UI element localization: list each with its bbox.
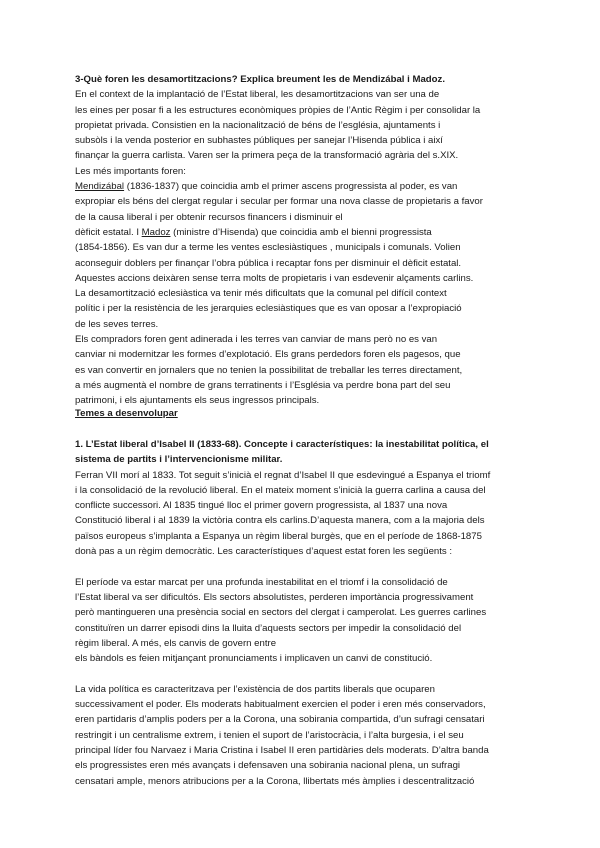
topics-heading: Temes a desenvolupar: [75, 408, 178, 419]
topics-heading-block: [75, 406, 525, 421]
deficit-prefix: dèficit estatal. I: [75, 226, 142, 238]
body-line: subsòls i la venda posterior en subhastes públiques per sanejar l’Hisenda pública i així: [75, 135, 443, 147]
body-line: aconseguir doblers per finançar l’obra pública i recaptar fons per disminuir el dèficit estatal.: [75, 257, 462, 269]
section-title: sistema de partits i l’intervencionisme militar.: [75, 454, 283, 466]
body-line: Aquestes accions deixàren sense terra molts de propietaris i van esdevenir alçaments carlins.: [75, 272, 474, 284]
body-line: principal líder fou Narvaez i Maria Cristina i Isabel II eren partidàries dels moderats. D’altra banda: [75, 744, 489, 756]
body-line: es van convertir en jornalers que no tenien la possibilitat de treballar les terres directament,: [75, 364, 463, 376]
body-line: Els compradors foren gent adinerada i les terres van canviar de mans però no es van: [75, 334, 438, 346]
mendizabal-name: Mendizábal: [75, 181, 125, 193]
body-line: les eines per posar fi a les estructures econòmiques pròpies de l’Antic Règim i per consolidar la: [75, 104, 481, 116]
body-line: censatari ample, menors atribucions per a la Corona, llibertats més àmplies i descentralització: [75, 775, 475, 787]
question-title: 3-Què foren les desamortitzacions? Explica breument les de Mendizábal i Madoz.: [75, 74, 445, 85]
body-line: constituïren un darrer episodi dins la lluita d’aquests sectors per impedir la consolidació del: [75, 622, 462, 634]
paragraph-gap: [75, 666, 525, 681]
body-line: finançar la guerra carlista. Varen ser la primera peça de la transformació agrària del s.XIX.: [75, 150, 459, 162]
body-line: els bàndols es feien mitjançant pronunciaments i implicaven un canvi de constitució.: [75, 653, 433, 665]
body-line: expropiar els béns del clergat regular i secular per formar una nova classe de propietaris a favor: [75, 196, 483, 208]
body-line: La vida política es caracteritzava per l’existència de dos partits liberals que ocuparen: [75, 683, 435, 695]
body-line: i la consolidació de la revolució liberal. En el mateix moment s’inicià la guerra carlina a causa del: [75, 484, 486, 496]
body-line: països europeus s’implanta a Espanya un règim liberal burgès, que en el període de 1868-1875: [75, 530, 482, 542]
body-line: patrimoni, i els ajuntaments els seus ingressos principals.: [75, 395, 320, 407]
body-line: propietat privada. Consistien en la nacionalització de béns de l’església, ajuntaments i: [75, 119, 441, 131]
body-line: La desamortització eclesiàstica va tenir més dificultats que la comunal pel difícil context: [75, 288, 447, 300]
question-block: [75, 72, 525, 409]
body-line: successivament el poder. Els moderats habitualment exercien el poder i eren més conservadors,: [75, 699, 486, 711]
body-line: El període va estar marcat per una profunda inestabilitat en el triomf i la consolidació de: [75, 576, 448, 588]
body-line: Ferran VII morí al 1833. Tot seguit s’inicià el regnat d’Isabel II que esdevingué a Espanya el triomf: [75, 469, 491, 481]
body-line: els progressistes eren més avançats i defensaven una sobirania nacional plena, un sufragi: [75, 760, 461, 772]
madoz-line: [75, 225, 525, 240]
body-line: polític i per la resistència de les jerarquies eclesiàstiques que es van oposar a l’expropiació: [75, 303, 462, 315]
body-line: l’Estat liberal va ser dificultós. Els sectors absolutistes, perderen importància progressivament: [75, 591, 474, 603]
madoz-name: Madoz: [141, 226, 171, 238]
body-line: (1854-1856). Es van dur a terme les ventes esclesiàstiques , municipals i comunals. Volien: [75, 242, 461, 254]
body-line: canviar ni modernitzar les formes d’explotació. Els grans perdedors foren els pagesos, que: [75, 349, 461, 361]
section-title: 1. L’Estat liberal d’Isabel II (1833-68). Concepte i característiques: la inestabilitat política, el: [75, 439, 489, 450]
madoz-rest: (ministre d’Hisenda) que coincidia amb el bienni progressista: [170, 226, 432, 238]
body-line: però mantingueren una presència social en sectors del clergat i camperolat. Les guerres carlines: [75, 607, 487, 619]
section-1-block: [75, 437, 525, 789]
mendizabal-rest: (1836-1837) que coincidia amb el primer ascens progressista al poder, es van: [124, 181, 458, 193]
body-line: Les més importants foren:: [75, 165, 186, 177]
body-line: de les seves terres.: [75, 318, 159, 330]
body-line: Constitució liberal i al 1839 la victòria contra els carlins.D’aquesta manera, com a la majoria dels: [75, 515, 485, 527]
body-line: conflicte successori. Al 1835 tingué lloc el primer govern progressista, al 1837 una nova: [75, 500, 448, 512]
body-line: En el context de la implantació de l’Estat liberal, les desamortitzacions van ser una de: [75, 89, 440, 101]
mendizabal-line: [75, 179, 525, 194]
body-line: a més augmentà el nombre de grans terratinents i l’Església va perdre bona part del seu: [75, 379, 451, 391]
body-line: règim liberal. A més, els canvis de govern entre: [75, 637, 277, 649]
body-line: donà pas a un règim democràtic. Les característiques d’aquest estat foren les següents :: [75, 546, 453, 558]
body-line: restringit i un centralisme extrem, i tenien el suport de l’aristocràcia, i l’alta burgesia, i el seu: [75, 729, 464, 741]
body-line: eren partidaris d’amplis poders per a la Corona, una sobirania compartida, d’un sufragi censatari: [75, 714, 485, 726]
paragraph-gap: [75, 559, 525, 574]
body-line: de la causa liberal i per obtenir recursos financers i disminuir el: [75, 211, 343, 223]
